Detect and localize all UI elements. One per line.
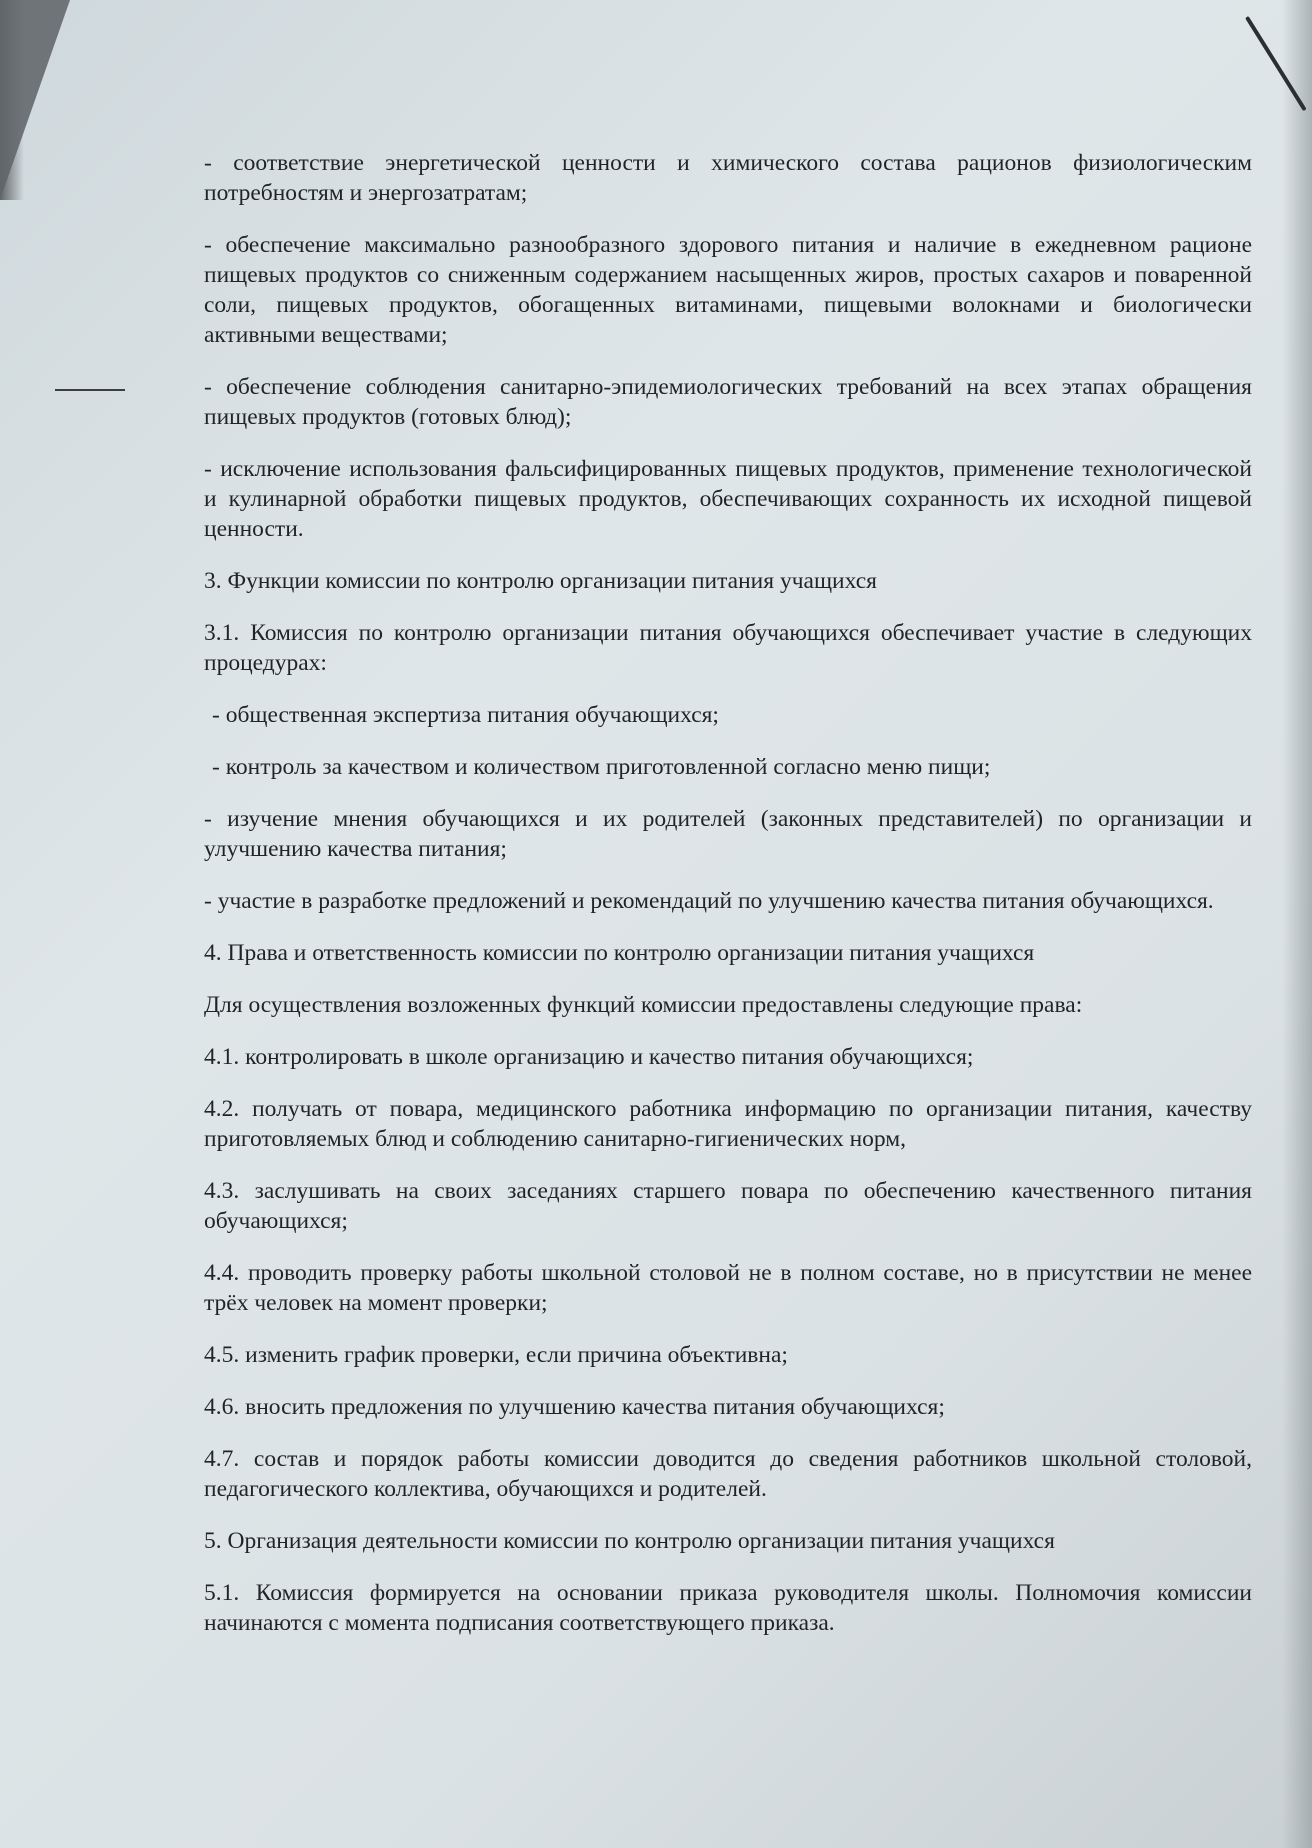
clause-4-1: 4.1. контролировать в школе организацию и качество питания обучающихся; — [204, 1044, 974, 1070]
clause-3-1: 3.1. Комиссия по контролю организации питания обучающихся обеспечивает участие в следующих процедурах: — [204, 620, 1252, 676]
bullet-sanitary-requirements: - обеспечение соблюдения санитарно-эпидемиологических требований на всех этапах обращения пищевых продуктов (готовых блюд); — [204, 374, 1252, 430]
rights-intro: Для осуществления возложенных функций комиссии предоставлены следующие права: — [204, 992, 1083, 1018]
bullet-energy-value: - соответствие энергетической ценности и химического состава рационов физиологическим потребностям и энергозатратам; — [204, 150, 1252, 206]
clause-4-4: 4.4. проводить проверку работы школьной столовой не в полном составе, но в присутствии не менее трёх человек на момент проверки; — [204, 1260, 1252, 1316]
section-4-heading: 4. Права и ответственность комиссии по контролю организации питания учащихся — [204, 940, 1035, 966]
bullet-quality-control: - контроль за качеством и количеством приготовленной согласно меню пищи; — [212, 754, 991, 780]
bullet-opinion-study: - изучение мнения обучающихся и их родителей (законных представителей) по организации и улучшению качества питания; — [204, 806, 1252, 862]
document-body — [204, 148, 1252, 1660]
clause-4-3: 4.3. заслушивать на своих заседаниях старшего повара по обеспечению качественного питания обучающихся; — [204, 1178, 1252, 1234]
clause-4-2: 4.2. получать от повара, медицинского работника информацию по организации питания, качеству приготовляемых блюд и соблюдению санитарно-гигиенических норм, — [204, 1096, 1252, 1152]
clause-4-5: 4.5. изменить график проверки, если причина объективна; — [204, 1342, 788, 1368]
clause-4-7: 4.7. состав и порядок работы комиссии доводится до сведения работников школьной столовой, педагогического коллектива, обучающихся и родителей. — [204, 1446, 1252, 1502]
page-edge-shadow — [0, 0, 24, 200]
margin-dash-mark — [55, 389, 125, 391]
clause-4-6: 4.6. вносить предложения по улучшению качества питания обучающихся; — [204, 1394, 945, 1420]
bullet-diverse-nutrition: - обеспечение максимально разнообразного здорового питания и наличие в ежедневном рационе пищевых продуктов со сниженным содержанием насыщенных жиров, простых сахаров и поваренной соли, пищевых продуктов, обогащенных витаминами, пищевыми волокнами и биологически активными веществами; — [204, 232, 1252, 348]
bullet-no-falsified-products: - исключение использования фальсифицированных пищевых продуктов, применение технологической и кулинарной обработки пищевых продуктов, обеспечивающих сохранность их исходной пищевой ценности. — [204, 456, 1252, 542]
section-5-heading: 5. Организация деятельности комиссии по контролю организации питания учащихся — [204, 1528, 1055, 1554]
page-right-shadow — [1282, 0, 1312, 1848]
section-3-heading: 3. Функции комиссии по контролю организации питания учащихся — [204, 568, 877, 594]
bullet-proposals: - участие в разработке предложений и рекомендаций по улучшению качества питания обучающихся. — [204, 888, 1214, 914]
clause-5-1: 5.1. Комиссия формируется на основании приказа руководителя школы. Полномочия комиссии начинаются с момента подписания соответствующего приказа. — [204, 1580, 1252, 1636]
bullet-public-expertise: - общественная экспертиза питания обучающихся; — [212, 702, 719, 728]
